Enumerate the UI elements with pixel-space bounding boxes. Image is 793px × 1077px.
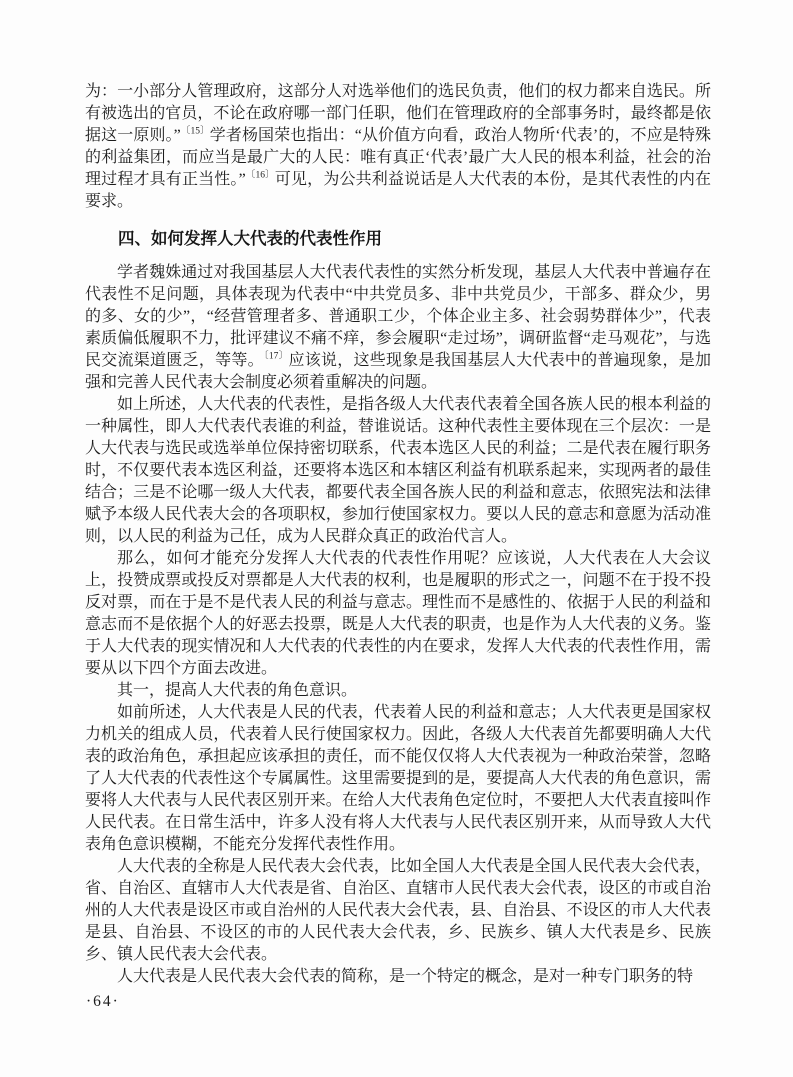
paragraph-text: 如前所述，人大代表是人民的代表，代表着人民的利益和意志；人大代表更是国家权力机关的组成人员，代表着人民行使国家权力。因此，各级人大代表首先都要明确人大代表的政治角色，承担起应该承担的责任，而不能仅仅将人大代表视为一种政治荣誉，忽略了人大代表的代表性这个专属属性。这里需要提到的是，要提高人大代表的角色意识，需要将人大代表与人民代表区别开来。在给人大代表角色定位时，不要把人大代表直接叫作人民代表。在日常生活中，许多人没有将人大代表与人民代表区别开来，从而导致人大代表角色意识模糊，不能充分发挥代表性作用。 xyxy=(85,704,711,853)
paragraph-text: 人大代表的全称是人民代表大会代表，比如全国人大代表是全国人民代表大会代表，省、自治区、直辖市人大代表是省、自治区、直辖市人民代表大会代表，设区的市或自治州的人大代表是设区市或自治州的人民代表大会代表，县、自治县、不设区的市人大代表是县、自治县、不设区的市的人民代表大会代表，乡、民族乡、镇人大代表是乡、民族乡、镇人民代表大会代表。 xyxy=(85,858,711,963)
paragraph xyxy=(85,966,711,988)
article-body xyxy=(85,81,711,988)
footnote-ref-17: 〔17〕 xyxy=(263,351,289,362)
page-number: ·64· xyxy=(86,993,120,1010)
paragraph-text: 为：一小部分人管理政府，这部分人对选举他们的选民负责，他们的权力都来自选民。所有被选出的官员，不论在政府哪一部门任职，他们在管理政府的全部事务时，最终都是依据这一原则。” xyxy=(85,83,711,144)
section-heading: 四、如何发挥人大代表的代表性作用 xyxy=(118,230,382,248)
paragraph-text: 人大代表是人民代表大会代表的简称，是一个特定的概念，是对一种专门职务的特 xyxy=(117,968,694,985)
paragraph xyxy=(85,702,711,856)
paragraph xyxy=(85,262,711,394)
paragraph xyxy=(85,548,711,680)
paragraph xyxy=(85,394,711,548)
paragraph-text: 可见，为公共利益说话是人大代表的本份，是其代表性的内在要求。 xyxy=(85,171,711,210)
footnote-ref-16: 〔16〕 xyxy=(245,170,275,181)
paragraph xyxy=(85,856,711,966)
paragraph-text: 学者魏姝通过对我国基层人大代表代表性的实然分析发现，基层人大代表中普遍存在代表性不足问题，具体表现为代表中“中共党员多、非中共党员少，干部多、群众少，男的多、女的少”，“经营管理者多、普通职工少，个体企业主多、社会弱势群体少”，代表素质偏低履职不力，批评建议不痛不痒，参会履职“走过场”，调研监督“走马观花”，与选民交流渠道匮乏，等等。 xyxy=(85,264,711,369)
paragraph-text: 如上所述，人大代表的代表性，是指各级人大代表代表着全国各族人民的根本利益的一种属性，即人大代表代表谁的利益，替谁说话。这种代表性主要体现在三个层次：一是人大代表与选民或选举单位保持密切联系，代表本选区人民的利益；二是代表在履行职务时，不仅要代表本选区利益，还要将本选区和本辖区利益有机联系起来，实现两者的最佳结合；三是不论哪一级人大代表，都要代表全国各族人民的利益和意志，依照宪法和法律赋予本级人民代表大会的各项职权，参加行使国家权力。要以人民的意志和意愿为活动准则，以人民的利益为己任，成为人民群众真正的政治代言人。 xyxy=(85,396,711,545)
footnote-ref-15: 〔15〕 xyxy=(180,126,210,137)
paragraph-text: 那么，如何才能充分发挥人大代表的代表性作用呢？应该说，人大代表在人大会议上，投赞成票或投反对票都是人大代表的权利，也是履职的形式之一，问题不在于投不投反对票，而在于是不是代表人民的利益与意志。理性而不是感性的、依据于人民的利益和意志而不是依据个人的好恶去投票，既是人大代表的职责，也是作为人大代表的义务。鉴于人大代表的现实情况和人大代表的代表性的内在要求，发挥人大代表的代表性作用，需要从以下四个方面去改进。 xyxy=(85,550,711,677)
paragraph-text: 其一，提高人大代表的角色意识。 xyxy=(117,682,358,699)
paragraph-text: 学者杨国荣也指出：“从价值方向看，政治人物所‘代表’的，不应是特殊的利益集团，而应当是最广大的人民：唯有真正‘代表’最广大人民的根本利益，社会的治理过程才具有正当性。” xyxy=(85,127,711,188)
paragraph-continuation xyxy=(85,81,711,213)
paragraph-text: 应该说，这些现象是我国基层人大代表中的普遍现象，是加强和完善人民代表大会制度必须着重解决的问题。 xyxy=(85,352,711,391)
paragraph xyxy=(85,680,711,702)
